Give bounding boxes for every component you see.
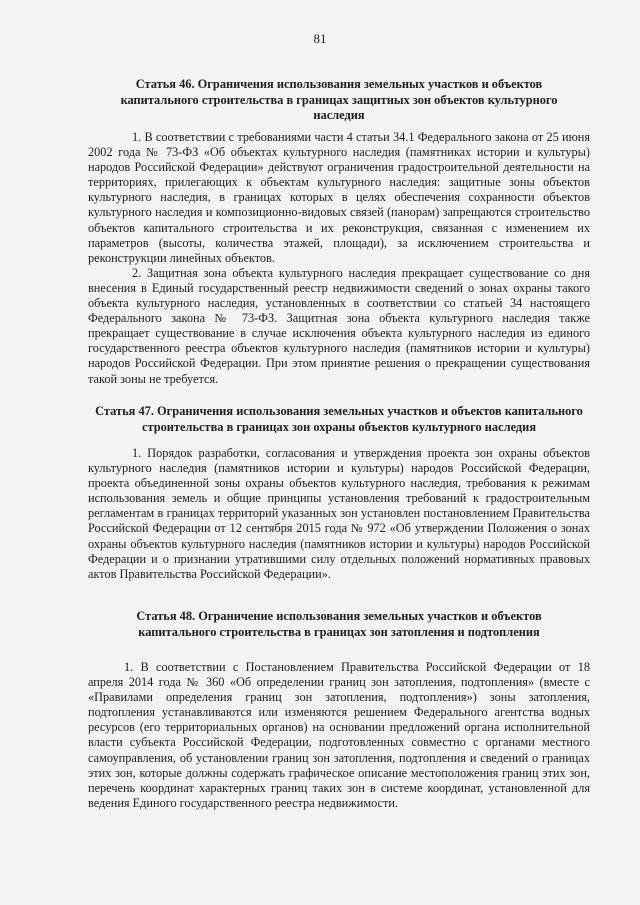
paragraph: 1. Порядок разработки, согласования и утверждения проекта зон охраны объектов культурного наследия (памятников истории и культуры) народов Российской Федерации, проекта объединенной зоны охраны объектов культурного наследия, требования к режимам использования земель и общие принципы установления требований к градостроительным регламентам в границах территорий указанных зон установлен постановлением Правительства Российской Федерации от 12 сентября 2015 года № 972 «Об утверждении Положения о зонах охраны объектов культурного наследия (памятников истории и культуры) народов Российской Федерации и о признании утратившими силу отдельных положений нормативных правовых актов Правительства Российской Федерации». (88, 446, 590, 581)
paragraph: 2. Защитная зона объекта культурного наследия прекращает существование со дня внесения в Единый государственный реестр недвижимости сведений о зонах охраны такого объекта культурного наследия, установленных в соответствии со статьей 34 настоящего Федерального закона № 73-ФЗ. Защитная зона объекта культурного наследия также прекращает существование в случае исключения объекта культурного наследия из единого государственного реестра объектов культурного наследия (памятников истории и культуры) народов Российской Федерации. При этом принятие решения о прекращении существования такой зоны не требуется. (88, 265, 590, 386)
article-title: Статья 47. Ограничения использования земельных участков и объектов капитального строительства в границах зон охраны объектов культурного наследия (95, 404, 583, 434)
page-number: 81 (313, 31, 327, 46)
article-title: Статья 46. Ограничения использования земельных участков и объектов капитального строительства в границах защитных зон объектов культурного наследия (120, 77, 558, 123)
paragraph: 1. В соответствии с требованиями части 4 статьи 34.1 Федерального закона от 25 июня 2002 года № 73-ФЗ «Об объектах культурного наследия (памятниках истории и культуры) народов Российской Федерации» действуют ограничения градостроительной деятельности на территориях, прилегающих к объектам культурного наследия: защитные зоны объектов культурного наследия, в границах которых в целях обеспечения сохранности объектов культурного наследия и композиционно-видовых связей (панорам) запрещаются строительство объектов капитального строительства и их реконструкция, связанная с изменением их параметров (высоты, количества этажей, площади), за исключением строительства и реконструкции линейных объектов. (88, 130, 590, 265)
article-48-body (88, 660, 590, 811)
article-47 (88, 404, 590, 435)
article-46-body (88, 130, 590, 387)
article-48 (88, 609, 590, 640)
paragraph: 1. В соответствии с Постановлением Правительства Российской Федерации от 18 апреля 2014 года № 360 «Об определении границ зон затопления, подтопления» (вместе с «Правилами определения границ зон затопления, подтопления») зоны затопления, подтопления устанавливаются или изменяются решением Федерального агентства водных ресурсов (его территориальных органов) на основании предложений органа исполнительной власти субъекта Российской Федерации, подготовленных совместно с органами местного самоуправления, об установлении границ зон затопления, подтопления и сведений о границах этих зон, которые должны содержать графическое описание местоположения границ этих зон, перечень координат характерных границ таких зон в системе координат, установленной для ведения Единого государственного реестра недвижимости. (88, 660, 590, 810)
article-46 (88, 77, 590, 124)
article-47-body (88, 446, 590, 582)
article-title: Статья 48. Ограничение использования земельных участков и объектов капитального строительства в границах зон затопления и подтопления (136, 609, 542, 639)
